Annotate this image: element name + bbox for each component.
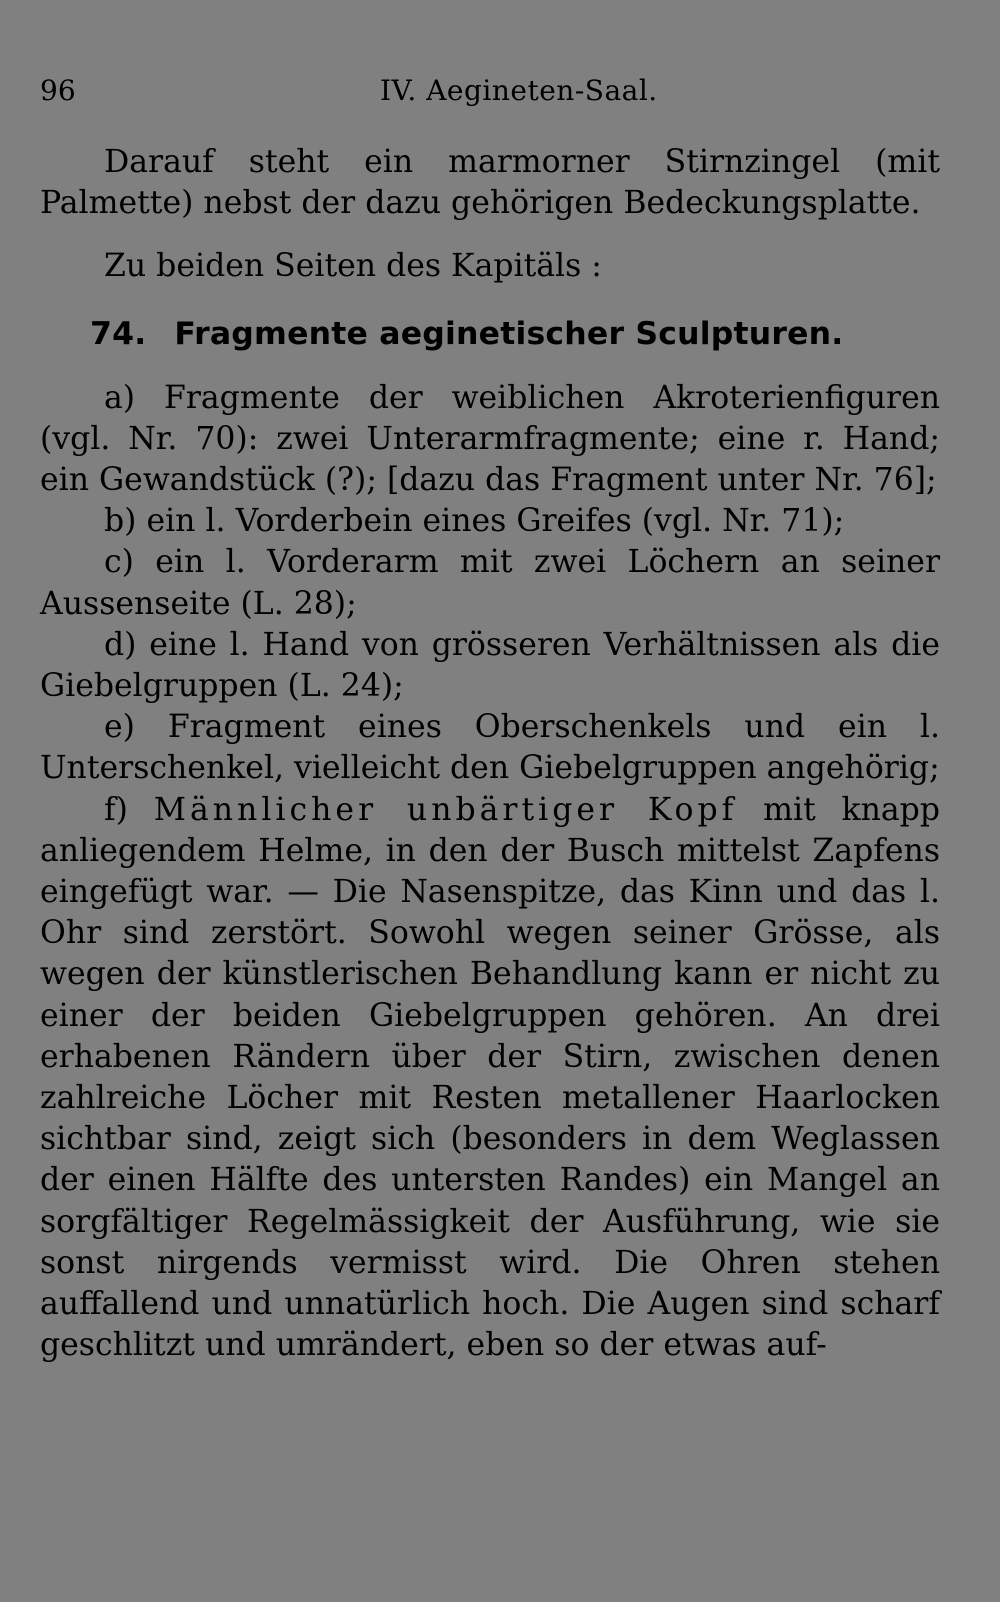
item-f-text: mit knapp anliegendem Helme, in den der Busch mittelst Zapfens eingefügt war. — Die Nasenspitze, das Kinn und das l. Ohr sind zerstört. Sowohl wegen seiner Grösse, als wegen der künstlerischen Behandlung kann er nicht zu einer der beiden Giebelgruppen gehören. An drei erhabenen Rändern über der Stirn, zwischen denen zahlreiche Löcher mit Resten metallener Haarlocken sichtbar sind, zeigt sich (besonders in dem Weglassen der einen Hälfte des untersten Randes) ein Mangel an sorgfältiger Regelmässigkeit der Ausführung, wie sie sonst nirgends vermisst wird. Die Ohren stehen auffallend und unnatürlich hoch. Die Augen sind scharf geschlitzt und umrändert, eben so der etwas auf- xyxy=(40,791,940,1364)
item-a: a) Fragmente der weiblichen Akroterienfiguren (vgl. Nr. 70): zwei Unterarmfragmente; eine r. Hand; ein Gewandstück (?); [dazu das Fragment unter Nr. 76]; xyxy=(40,379,940,499)
item-f xyxy=(40,790,940,1367)
page-number: 96 xyxy=(40,74,76,107)
item-f-prefix: f) xyxy=(104,791,154,828)
section-heading xyxy=(40,312,940,356)
section-title: Fragmente aeginetischer Sculpturen. xyxy=(174,315,844,352)
item-b: b) ein l. Vorderbein eines Greifes (vgl. Nr. 71); xyxy=(104,503,845,540)
page-header xyxy=(40,70,940,110)
intro-paragraph: Darauf steht ein marmorner Stirnzingel (mit Palmette) nebst der dazu gehörigen Bedeckungsplatte. xyxy=(40,144,940,222)
item-e: e) Fragment eines Oberschenkels und ein l. Unterschenkel, vielleicht den Giebelgruppen angehörig; xyxy=(40,709,940,787)
running-title: IV. Aegineten-Saal. xyxy=(380,74,658,107)
page-body xyxy=(40,142,940,1366)
item-d: d) eine l. Hand von grösseren Verhältnissen als die Giebelgruppen (L. 24); xyxy=(40,626,940,705)
intro-paragraph-2: Zu beiden Seiten des Kapitäls : xyxy=(104,248,602,285)
item-c: c) ein l. Vorderarm mit zwei Löchern an seiner Aussenseite (L. 28); xyxy=(40,544,940,622)
item-f-spaced-title: Männlicher unbärtiger Kopf xyxy=(153,791,738,828)
section-number: 74. xyxy=(90,315,147,352)
